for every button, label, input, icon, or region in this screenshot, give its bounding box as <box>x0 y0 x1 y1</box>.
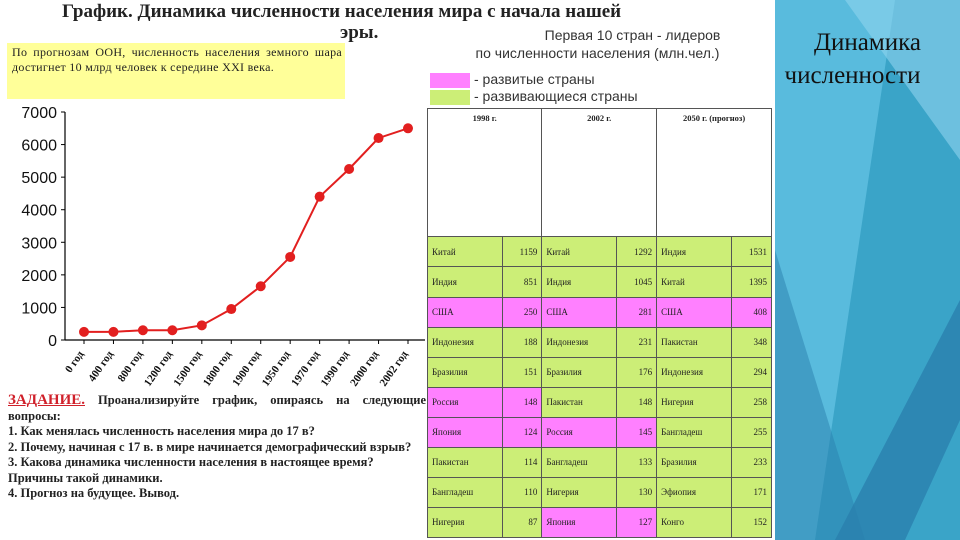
value-cell: 171 <box>732 477 772 507</box>
value-cell: 151 <box>502 357 541 387</box>
y-tick-label: 7000 <box>21 105 57 122</box>
value-cell: 1045 <box>617 267 657 297</box>
country-cell: Россия <box>542 417 617 447</box>
value-cell: 233 <box>732 447 772 477</box>
legend-label-developed: - развитые страны <box>474 71 595 87</box>
note-text: По прогнозам ООН, численность населения земного шара достигнет 10 млрд человек к середине XXI века. <box>12 45 342 74</box>
value-cell: 133 <box>617 447 657 477</box>
country-cell: Нигерия <box>542 477 617 507</box>
table-row <box>428 387 772 417</box>
legend-swatch-developing <box>430 90 470 105</box>
table-title <box>425 26 770 62</box>
header-2050: 2050 г. (прогноз) <box>657 109 772 237</box>
table-row <box>428 477 772 507</box>
country-cell: Россия <box>428 387 503 417</box>
country-cell: Конго <box>657 507 732 537</box>
country-cell: Бангладеш <box>657 417 732 447</box>
y-tick-label: 3000 <box>21 235 57 253</box>
value-cell: 130 <box>617 477 657 507</box>
data-point <box>315 192 325 202</box>
country-cell: Нигерия <box>428 507 503 537</box>
country-cell: Эфиопия <box>657 477 732 507</box>
table-row <box>428 417 772 447</box>
data-point <box>79 327 89 337</box>
table-row <box>428 237 772 267</box>
data-point <box>226 304 236 314</box>
country-cell: Пакистан <box>657 327 732 357</box>
side-panel <box>775 0 960 540</box>
x-tick-label: 400 год <box>86 348 116 385</box>
table-row <box>428 327 772 357</box>
country-cell: США <box>542 297 617 327</box>
table-title-line1: Первая 10 стран - лидеров <box>544 27 721 43</box>
table-row <box>428 507 772 537</box>
country-cell: Пакистан <box>428 447 503 477</box>
side-title-line2: численности <box>784 62 921 89</box>
country-cell: Япония <box>428 417 503 447</box>
x-tick-label: 2000 год <box>348 348 382 389</box>
y-tick-label: 2000 <box>21 267 57 285</box>
data-point <box>374 133 384 143</box>
value-cell: 231 <box>617 327 657 357</box>
country-cell: Китай <box>542 237 617 267</box>
population-table <box>427 108 772 538</box>
y-tick-label: 5000 <box>21 170 57 188</box>
value-cell: 152 <box>732 507 772 537</box>
country-cell: Индонезия <box>542 327 617 357</box>
header-1998: 1998 г. <box>428 109 542 237</box>
task-question-3: 3. Какова динамика численности населения в настоящее время? Причины такой динамики. <box>8 455 374 485</box>
country-cell: Индия <box>542 267 617 297</box>
x-tick-label: 1800 год <box>200 348 234 389</box>
x-tick-label: 1900 год <box>230 348 264 389</box>
country-cell: Бангладеш <box>428 477 503 507</box>
x-tick-label: 2002 год <box>377 348 411 389</box>
country-cell: Индия <box>657 237 732 267</box>
data-point <box>403 123 413 133</box>
x-tick-label: 0 год <box>63 348 87 376</box>
country-cell: Бангладеш <box>542 447 617 477</box>
value-cell: 258 <box>732 387 772 417</box>
value-cell: 148 <box>617 387 657 417</box>
task-question-1: 1. Как менялась численность населения мира до 17 в? <box>8 424 315 438</box>
y-tick-label: 4000 <box>21 202 57 220</box>
value-cell: 188 <box>502 327 541 357</box>
table-header-row <box>428 109 772 237</box>
task-question-2: 2. Почему, начиная с 17 в. в мире начинается демографический взрыв? <box>8 439 412 454</box>
country-cell: Китай <box>428 237 503 267</box>
country-cell: Нигерия <box>657 387 732 417</box>
x-tick-label: 800 год <box>115 348 146 385</box>
x-tick-label: 1950 год <box>259 348 293 389</box>
value-cell: 1159 <box>502 237 541 267</box>
country-cell: Пакистан <box>542 387 617 417</box>
data-point <box>197 320 207 330</box>
country-cell: США <box>428 297 503 327</box>
x-tick-label: 1500 год <box>171 348 205 389</box>
table-row <box>428 447 772 477</box>
population-line-chart <box>0 100 425 393</box>
value-cell: 408 <box>732 297 772 327</box>
value-cell: 87 <box>502 507 541 537</box>
country-cell: Китай <box>657 267 732 297</box>
country-cell: Бразилия <box>428 357 503 387</box>
side-title-line1: Динамика <box>814 29 921 56</box>
table-row <box>428 357 772 387</box>
value-cell: 1531 <box>732 237 772 267</box>
table-row <box>428 267 772 297</box>
value-cell: 148 <box>502 387 541 417</box>
x-tick-label: 1200 год <box>141 348 175 389</box>
table-title-line2: по численности населения (млн.чел.) <box>475 45 720 61</box>
data-point <box>108 327 118 337</box>
side-title <box>775 26 960 92</box>
y-tick-label: 6000 <box>21 137 57 155</box>
task-question-4: 4. Прогноз на будущее. Вывод. <box>8 486 180 500</box>
data-point <box>285 252 295 262</box>
value-cell: 1395 <box>732 267 772 297</box>
slide-title-line2: эры. <box>340 22 379 43</box>
country-cell: Индия <box>428 267 503 297</box>
value-cell: 110 <box>502 477 541 507</box>
table-row <box>428 297 772 327</box>
value-cell: 114 <box>502 447 541 477</box>
value-cell: 281 <box>617 297 657 327</box>
y-tick-label: 0 <box>48 333 57 350</box>
data-point <box>344 164 354 174</box>
country-cell: Япония <box>542 507 617 537</box>
country-cell: США <box>657 297 732 327</box>
data-point <box>256 281 266 291</box>
x-tick-label: 1970 год <box>289 348 323 389</box>
value-cell: 250 <box>502 297 541 327</box>
value-cell: 127 <box>617 507 657 537</box>
value-cell: 255 <box>732 417 772 447</box>
y-tick-label: 1000 <box>21 300 57 318</box>
series-line <box>84 128 408 332</box>
value-cell: 851 <box>502 267 541 297</box>
country-cell: Бразилия <box>542 357 617 387</box>
legend-swatch-developed <box>430 73 470 88</box>
value-cell: 294 <box>732 357 772 387</box>
x-tick-label: 1990 год <box>318 348 352 389</box>
legend-label-developing: - развивающиеся страны <box>474 88 638 104</box>
value-cell: 348 <box>732 327 772 357</box>
header-2002: 2002 г. <box>542 109 657 237</box>
note-box <box>7 43 345 99</box>
task-title: ЗАДАНИЕ. <box>8 392 85 408</box>
country-cell: Индонезия <box>657 357 732 387</box>
value-cell: 145 <box>617 417 657 447</box>
slide-title-line1: График. Динамика численности населения мира с начала нашей <box>62 1 622 22</box>
country-cell: Индонезия <box>428 327 503 357</box>
task-heading <box>8 393 426 424</box>
value-cell: 1292 <box>617 237 657 267</box>
value-cell: 124 <box>502 417 541 447</box>
value-cell: 176 <box>617 357 657 387</box>
task-intro: Проанализируйте график, опираясь на следующие вопросы: <box>8 393 426 423</box>
task-block <box>8 393 426 502</box>
data-point <box>167 325 177 335</box>
data-point <box>138 325 148 335</box>
country-cell: Бразилия <box>657 447 732 477</box>
